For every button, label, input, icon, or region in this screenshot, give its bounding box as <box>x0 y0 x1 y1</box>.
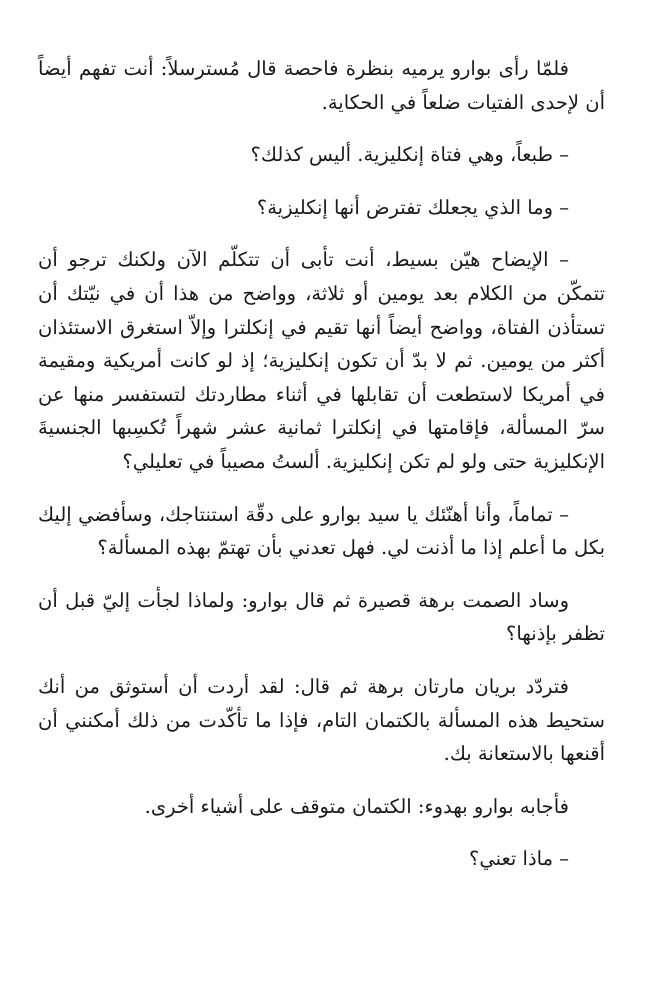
paragraph-8: فأجابه بوارو بهدوء: الكتمان متوقف على أشياء أخرى. <box>144 794 569 818</box>
paragraph-7: فتردّد بريان مارتان برهة ثم قال: لقد أردت أن أستوثق من أنك ستحيط هذه المسألة بالكتمان التام، فإذا ما تأكّدت من ذلك أمكنني أن أقنعها بالاستعانة بك. <box>38 674 605 766</box>
paragraph-9: – ماذا تعني؟ <box>469 847 569 871</box>
paragraph-5: – تماماً، وأنا أهنّئك يا سيد بوارو على دقّة استنتاجك، وسأفضي إليك بكل ما أعلم إذا ما أذنت لي. فهل تعدني بأن تهتمّ بهذه المسألة؟ <box>38 502 605 560</box>
paragraph-3: – وما الذي يجعلك تفترض أنها إنكليزية؟ <box>256 195 569 219</box>
paragraph-4: – الإيضاح هيّن بسيط، أنت تأبى أن تتكلّم الآن ولكنك ترجو أن تتمكّن من الكلام بعد يومين أو ثلاثة، وواضح من هذا أن في نيّتك أن تستأذن الفتاة، وواضح أيضاً أنها تقيم في إنكلترا وإلاّ استغرق الاستئذان أكثر من يومين. ثم لا بدّ أن تكون إنكليزية؛ إذ لو كانت أمريكية ومقيمة في أمريكا لاستطعت أن تقابلها في أثناء مطاردتك لتستفسر منها عن سرّ المسألة، فإقامتها في إنكلترا ثمانية عشر شهراً تُكسِبها الجنسيةَ الإنكليزية حتى ولو لم تكن إنكليزية. ألستُ مصيباً في تعليلي؟ <box>38 248 605 473</box>
paragraph-6: وساد الصمت برهة قصيرة ثم قال بوارو: ولماذا لجأت إليّ قبل أن تظفر بإذنها؟ <box>38 588 605 646</box>
paragraph-1: فلمّا رأى بوارو يرميه بنظرة فاحصة قال مُسترسلاً: أنت تفهم أيضاً أن لإحدى الفتيات ضلعاً في الحكاية. <box>38 57 605 114</box>
book-page <box>0 52 651 876</box>
paragraph-2: – طبعاً، وهي فتاة إنكليزية. أليس كذلك؟ <box>250 143 569 167</box>
